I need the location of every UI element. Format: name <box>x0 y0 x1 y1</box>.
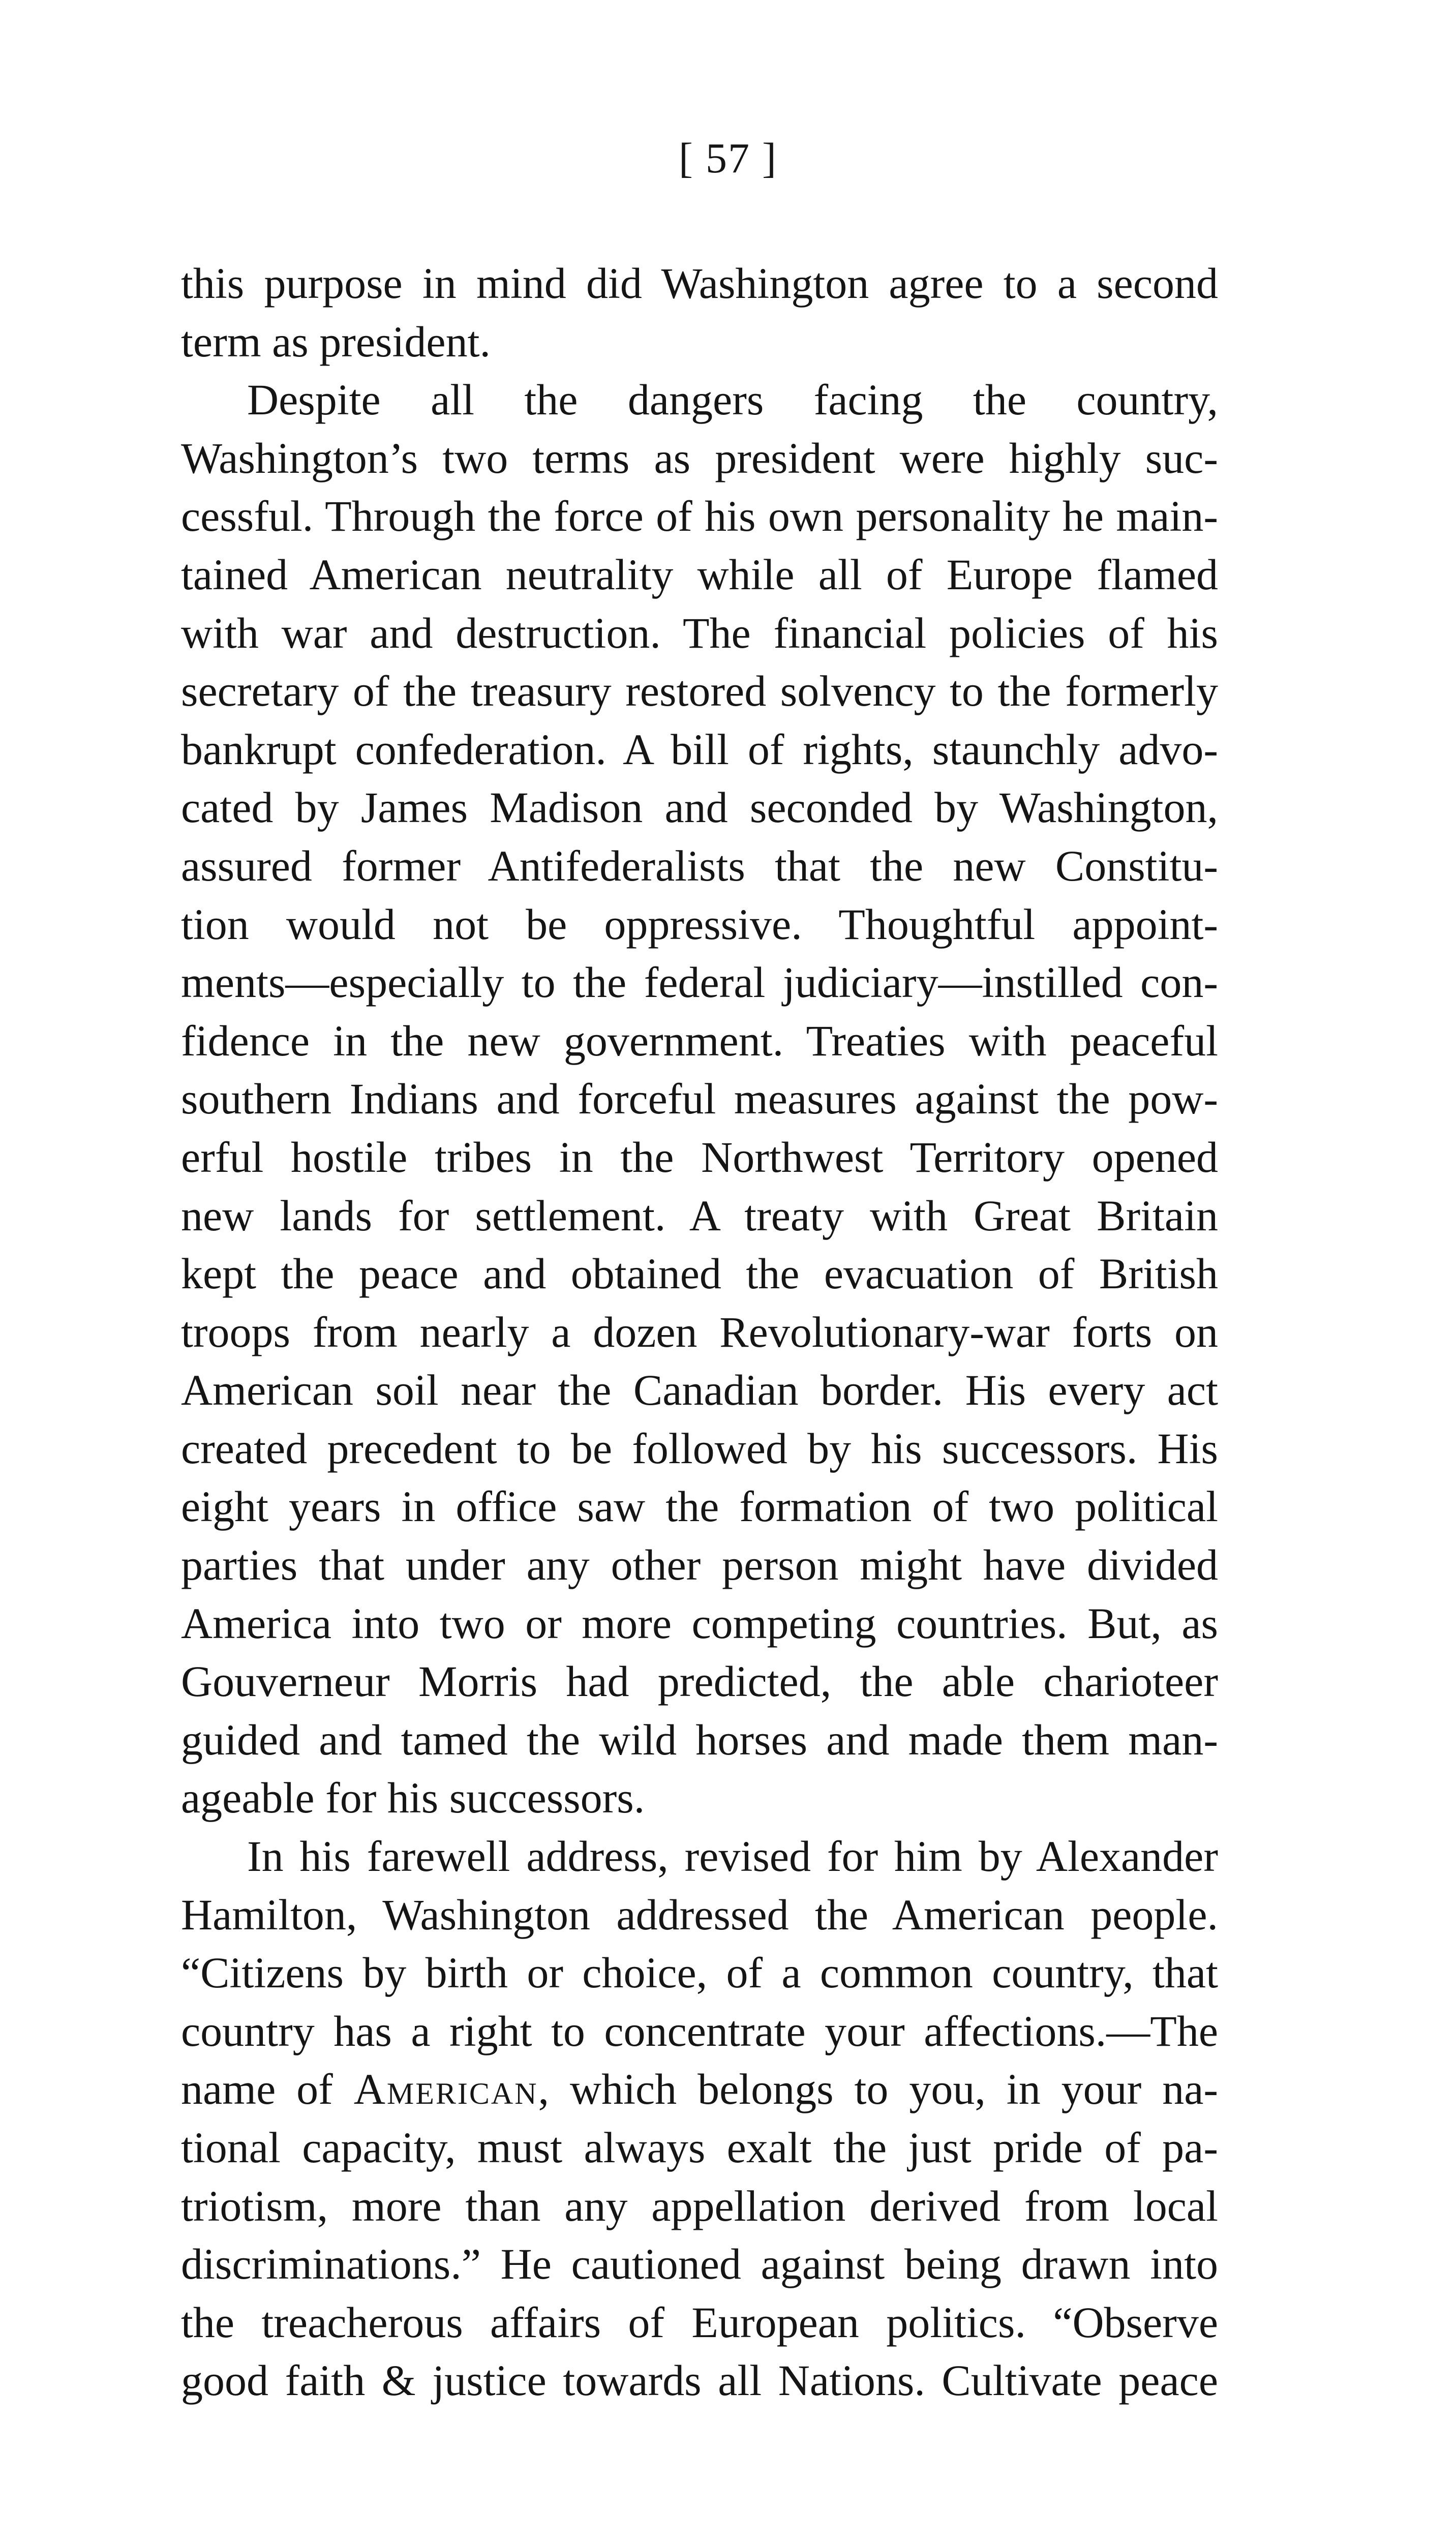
text-line: fidence in the new government. Treaties with peaceful <box>181 1016 1218 1065</box>
text-line: triotism, more than any appellation derived from local <box>181 2181 1218 2230</box>
text-line: bankrupt confederation. A bill of rights, staunchly advo- <box>181 724 1218 774</box>
text-line: secretary of the treasury restored solvency to the formerly <box>181 667 1218 716</box>
body-text <box>181 254 1218 2410</box>
small-caps-word: American <box>353 2065 538 2114</box>
text-line: eight years in office saw the formation of two political <box>181 1482 1218 1531</box>
text-line: ments—especially to the federal judiciary—instilled con- <box>181 958 1218 1007</box>
text-line: country has a right to concentrate your affections.—The <box>181 2006 1218 2055</box>
text-line: “Citizens by birth or choice, of a common country, that <box>181 1948 1218 1998</box>
text-line: term as president. <box>181 317 491 366</box>
text-line: American soil near the Canadian border. His every act <box>181 1366 1218 1415</box>
text-line: kept the peace and obtained the evacuation of British <box>181 1249 1218 1298</box>
text-segment: name of <box>181 2065 354 2114</box>
text-line: tained American neutrality while all of Europe flamed <box>181 550 1218 599</box>
text-line: erful hostile tribes in the Northwest Territory opened <box>181 1132 1218 1182</box>
text-line: the treacherous affairs of European politics. “Observe <box>181 2297 1218 2347</box>
text-line: tion would not be oppressive. Thoughtful appoint- <box>181 899 1218 949</box>
text-line: this purpose in mind did Washington agree to a second <box>181 259 1218 308</box>
page-number: [ 57 ] <box>679 135 777 182</box>
text-line: new lands for settlement. A treaty with Great Britain <box>181 1191 1218 1240</box>
text-line: with war and destruction. The financial policies of his <box>181 608 1218 657</box>
text-line: tional capacity, must always exalt the just pride of pa- <box>181 2123 1218 2172</box>
text-line: In his farewell address, revised for him by Alexander <box>247 1832 1218 1881</box>
text-line: Washington’s two terms as president were highly suc- <box>181 433 1218 482</box>
text-segment: , which belongs to you, in your na- <box>538 2065 1218 2114</box>
text-line: discriminations.” He cautioned against being drawn into <box>181 2240 1218 2289</box>
text-line: cated by James Madison and seconded by Washington, <box>181 783 1218 832</box>
text-line: guided and tamed the wild horses and made them man- <box>181 1715 1218 1764</box>
text-line: Gouverneur Morris had predicted, the able charioteer <box>181 1657 1218 1706</box>
text-line: created precedent to be followed by his successors. His <box>181 1424 1218 1473</box>
text-line: ageable for his successors. <box>181 1773 645 1823</box>
text-line: good faith & justice towards all Nations. Cultivate peace <box>181 2356 1218 2405</box>
text-line <box>181 2060 1218 2119</box>
text-line: Hamilton, Washington addressed the American people. <box>181 1890 1218 1939</box>
text-line: assured former Antifederalists that the new Constitu- <box>181 841 1218 890</box>
text-line: America into two or more competing countries. But, as <box>181 1598 1218 1648</box>
text-line: troops from nearly a dozen Revolutionary-war forts on <box>181 1307 1218 1356</box>
text-line: cessful. Through the force of his own personality he main- <box>181 492 1218 541</box>
text-line: parties that under any other person might have divided <box>181 1540 1218 1590</box>
text-line: southern Indians and forceful measures against the pow- <box>181 1074 1218 1124</box>
text-line: Despite all the dangers facing the country, <box>247 375 1218 425</box>
